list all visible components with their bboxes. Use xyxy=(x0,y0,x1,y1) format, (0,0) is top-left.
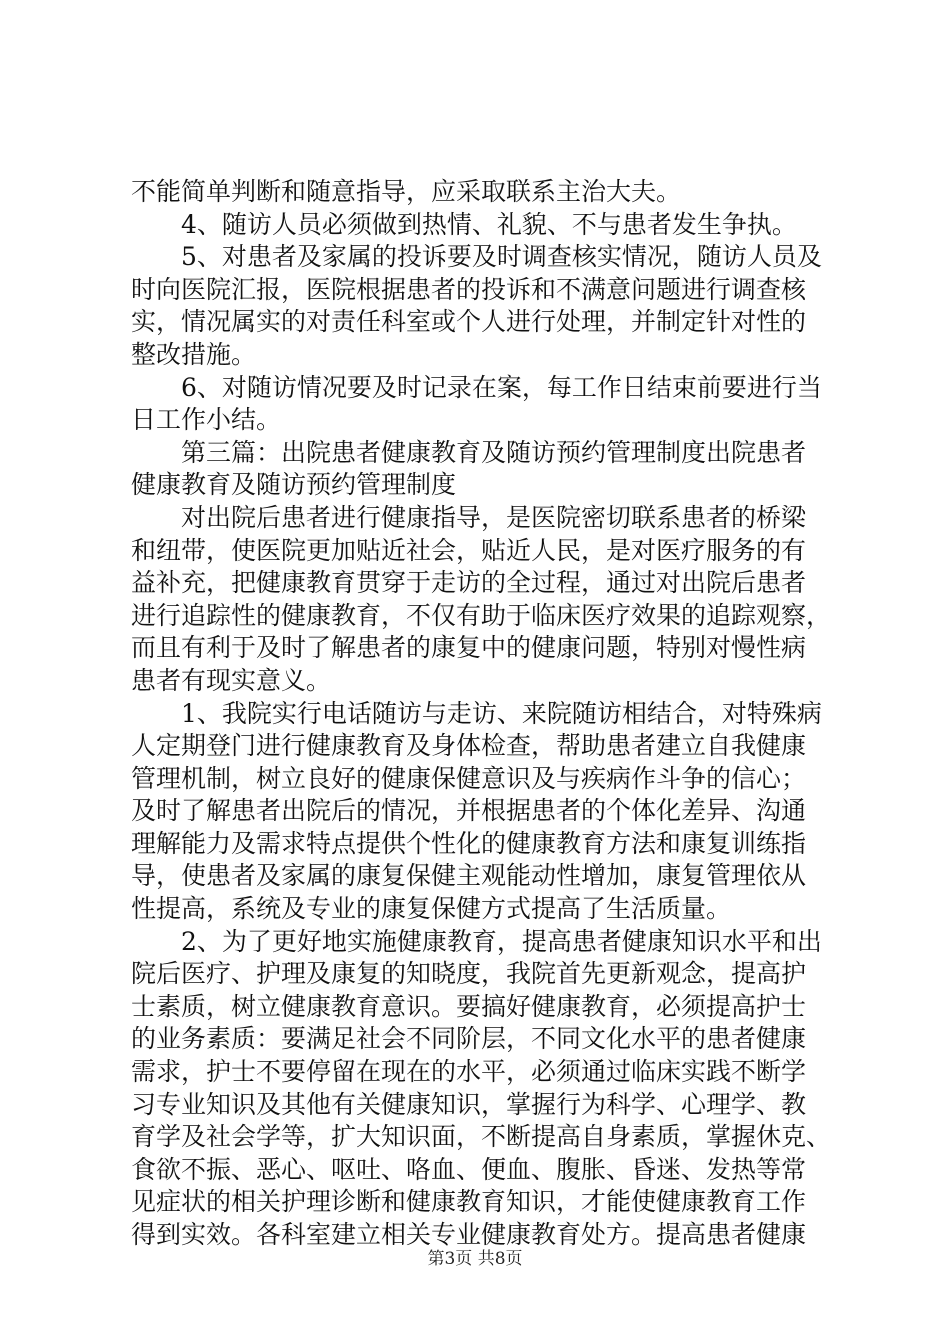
text-line: 对出院后患者进行健康指导，是医院密切联系患者的桥梁 xyxy=(181,502,807,532)
text-line: 食欲不振、恶心、呕吐、咯血、便血、腹胀、昏迷、发热等常 xyxy=(131,1154,807,1184)
text-line: 和纽带，使医院更加贴近社会，贴近人民，是对医疗服务的有 xyxy=(131,535,807,565)
paragraph-heading xyxy=(131,437,831,502)
text-line: 1、我院实行电话随访与走访、来院随访相结合，对特殊病 xyxy=(181,698,822,728)
text-line: 育学及社会学等，扩大知识面，不断提高自身素质，掌握休克、 xyxy=(131,1122,832,1152)
text-line: 士素质，树立健康教育意识。要搞好健康教育，必须提高护士 xyxy=(131,991,807,1021)
text-line: 人定期登门进行健康教育及身体检查，帮助患者建立自我健康 xyxy=(131,731,807,761)
paragraph-item5 xyxy=(131,241,831,371)
text-line: 院后医疗、护理及康复的知晓度，我院首先更新观念，提高护 xyxy=(131,959,807,989)
text-line: 进行追踪性的健康教育，不仅有助于临床医疗效果的追踪观察， xyxy=(131,600,832,630)
text-line: 需求，护士不要停留在现在的水平，必须通过临床实践不断学 xyxy=(131,1057,807,1087)
paragraph-item6 xyxy=(131,372,831,437)
paragraph-item4 xyxy=(131,209,831,242)
paragraph-item2 xyxy=(131,926,831,1252)
text-line: 见症状的相关护理诊断和健康教育知识，才能使健康教育工作 xyxy=(131,1187,807,1217)
text-line: 习专业知识及其他有关健康知识，掌握行为科学、心理学、教 xyxy=(131,1089,807,1119)
text-line: 得到实效。各科室建立相关专业健康教育处方。提高患者健康 xyxy=(131,1220,807,1249)
text-line: 患者有现实意义。 xyxy=(131,665,332,695)
text-line: 健康教育及随访预约管理制度 xyxy=(131,470,457,500)
paragraph-intro xyxy=(131,502,831,698)
text-line: 管理机制，树立良好的健康保健意识及与疾病作斗争的信心； xyxy=(131,763,807,793)
text-line: 而且有利于及时了解患者的康复中的健康问题，特别对慢性病 xyxy=(131,633,807,663)
paragraph-item1 xyxy=(131,698,831,926)
text-line: 不能简单判断和随意指导，应采取联系主治大夫。 xyxy=(131,177,682,206)
text-line: 6、对随访情况要及时记录在案，每工作日结束前要进行当 xyxy=(181,372,822,402)
text-line: 4、随访人员必须做到热情、礼貌、不与患者发生争执。 xyxy=(181,209,797,239)
text-line: 导，使患者及家属的康复保健主观能动性增加，康复管理依从 xyxy=(131,861,807,891)
text-line: 2、为了更好地实施健康教育，提高患者健康知识水平和出 xyxy=(181,926,822,956)
text-line: 的业务素质：要满足社会不同阶层，不同文化水平的患者健康 xyxy=(131,1024,807,1054)
text-line: 实，情况属实的对责任科室或个人进行处理，并制定针对性的 xyxy=(131,307,807,337)
document-body xyxy=(131,176,831,1252)
text-line: 日工作小结。 xyxy=(131,405,282,435)
text-line: 时向医院汇报，医院根据患者的投诉和不满意问题进行调查核 xyxy=(131,274,807,304)
text-line: 及时了解患者出院后的情况，并根据患者的个体化差异、沟通 xyxy=(131,796,807,826)
text-line: 益补充，把健康教育贯穿于走访的全过程，通过对出院后患者 xyxy=(131,568,807,598)
text-line: 5、对患者及家属的投诉要及时调查核实情况，随访人员及 xyxy=(181,242,822,272)
text-line: 性提高，系统及专业的康复保健方式提高了生活质量。 xyxy=(131,894,732,924)
text-line: 第三篇：出院患者健康教育及随访预约管理制度出院患者 xyxy=(181,437,807,467)
text-line: 整改措施。 xyxy=(131,339,257,369)
text-line: 理解能力及需求特点提供个性化的健康教育方法和康复训练指 xyxy=(131,828,807,858)
page-footer: 第3页 共8页 xyxy=(427,1249,523,1269)
paragraph-continued xyxy=(131,176,831,209)
